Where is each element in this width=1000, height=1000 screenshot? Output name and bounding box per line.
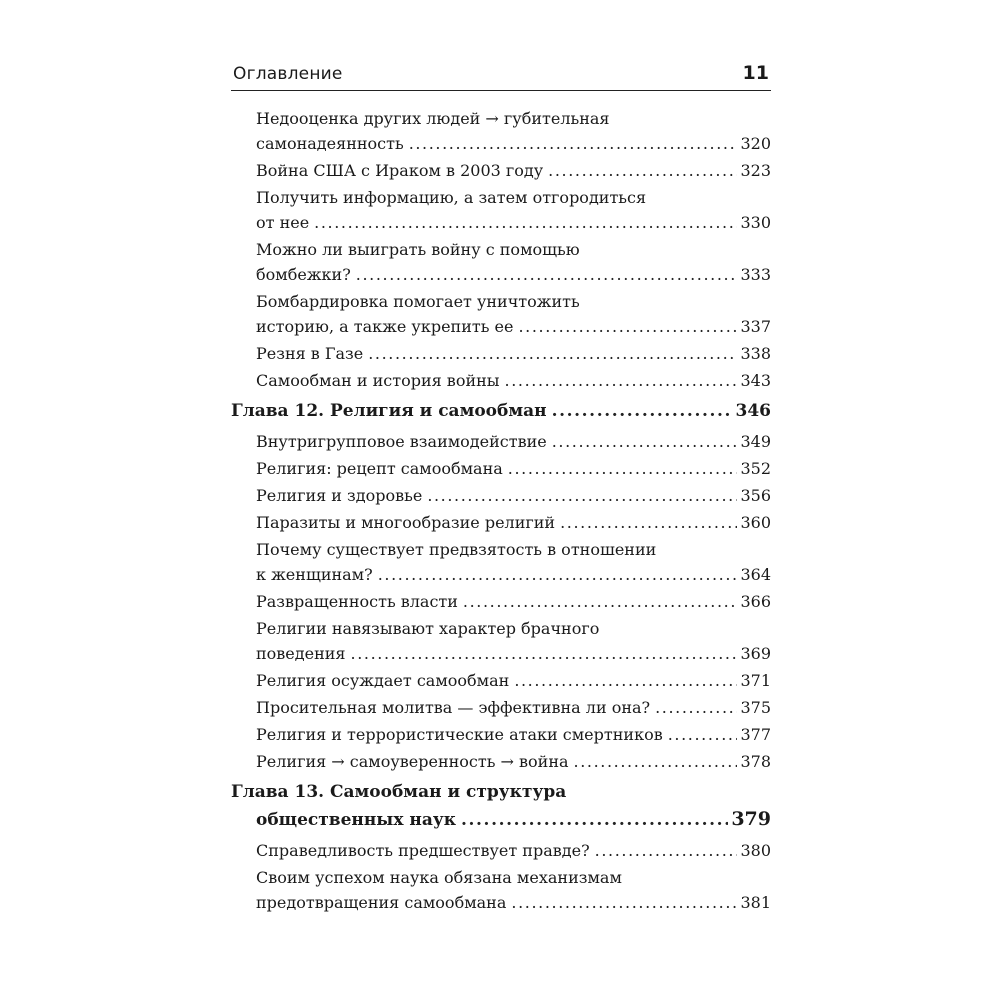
dot-leader <box>368 341 737 366</box>
toc-entry[interactable] <box>256 185 771 235</box>
toc-entry-title: Религия и здоровье <box>256 486 423 505</box>
toc-entry-title: Религия → самоуверенность → война <box>256 752 569 771</box>
dot-leader <box>314 210 737 235</box>
toc-entry-page: 369 <box>740 644 771 663</box>
toc-entry-page: 320 <box>740 134 771 153</box>
toc-entry[interactable] <box>256 341 771 366</box>
toc-entry-title: Внутригрупповое взаимодействие <box>256 432 547 451</box>
toc-entry-page: 338 <box>740 344 771 363</box>
dot-leader <box>351 641 738 666</box>
toc-entry-title: Просительная молитва — эффективна ли она? <box>256 698 651 717</box>
toc-entry-page: 352 <box>740 459 771 478</box>
toc-entry-page: 356 <box>740 486 771 505</box>
toc-entry[interactable] <box>256 510 771 535</box>
dot-leader <box>427 483 737 508</box>
toc-entry-page: 360 <box>740 513 771 532</box>
dot-leader <box>463 589 738 614</box>
toc-entry-page: 366 <box>740 592 771 611</box>
toc-entry-title-line1: Можно ли выиграть войну с помощью <box>256 240 580 259</box>
dot-leader <box>595 838 738 863</box>
dot-leader <box>655 695 737 720</box>
toc-entry-title: предотвращения самообмана <box>256 893 507 912</box>
dot-leader <box>508 456 738 481</box>
toc-entry-page: 364 <box>740 565 771 584</box>
toc-entry-page: 323 <box>740 161 771 180</box>
toc-entry[interactable] <box>256 456 771 481</box>
toc-entry-title: к женщинам? <box>256 565 373 584</box>
toc-entry[interactable] <box>256 668 771 693</box>
toc-entry-title-line1: Бомбардировка помогает уничтожить <box>256 292 580 311</box>
toc-entry-title: Религия и террористические атаки смертников <box>256 725 663 744</box>
toc-entry-page: 349 <box>740 432 771 451</box>
dot-leader <box>514 668 737 693</box>
toc-entry[interactable] <box>256 429 771 454</box>
dot-leader <box>505 368 738 393</box>
toc-entry-page: 377 <box>740 725 771 744</box>
toc-chapter-title: общественных наук <box>256 810 456 830</box>
dot-leader <box>560 510 737 535</box>
toc-entry-title: историю, а также укрепить ее <box>256 317 514 336</box>
toc-chapter-page: 379 <box>731 808 771 830</box>
toc-entry[interactable] <box>256 158 771 183</box>
table-of-contents <box>231 106 771 915</box>
toc-chapter-title-line1: Глава 13. Самообман и структура <box>231 782 567 802</box>
toc-entry-title: Паразиты и многообразие религий <box>256 513 556 532</box>
toc-entry[interactable] <box>256 589 771 614</box>
dot-leader <box>461 807 728 834</box>
dot-leader <box>548 158 737 183</box>
toc-entry-title-line1: Религии навязывают характер брачного <box>256 619 600 638</box>
toc-entry-page: 333 <box>740 265 771 284</box>
toc-entry-title: Война США с Ираком в 2003 году <box>256 161 544 180</box>
dot-leader <box>378 562 738 587</box>
toc-entry-page: 343 <box>740 371 771 390</box>
dot-leader <box>552 429 738 454</box>
toc-entry-title-line1: Своим успехом наука обязана механизмам <box>256 868 622 887</box>
toc-entry-page: 330 <box>740 213 771 232</box>
toc-entry-title-line1: Недооценка других людей → губительная <box>256 109 610 128</box>
dot-leader <box>552 398 733 425</box>
toc-chapter[interactable] <box>231 779 771 834</box>
toc-entry[interactable] <box>256 865 771 915</box>
toc-entry-page: 375 <box>740 698 771 717</box>
toc-entry[interactable] <box>256 289 771 339</box>
toc-chapter-title: Глава 12. Религия и самообман <box>231 401 547 421</box>
toc-entry[interactable] <box>256 616 771 666</box>
toc-entry[interactable] <box>256 537 771 587</box>
dot-leader <box>356 262 738 287</box>
toc-entry-title: Самообман и история войны <box>256 371 500 390</box>
toc-entry[interactable] <box>256 237 771 287</box>
dot-leader <box>511 890 737 915</box>
toc-entry-title: Религия осуждает самообман <box>256 671 510 690</box>
dot-leader <box>409 131 738 156</box>
page-number: 11 <box>742 62 769 84</box>
toc-entry[interactable] <box>256 368 771 393</box>
running-head <box>231 60 771 91</box>
toc-entry[interactable] <box>256 838 771 863</box>
toc-chapter-page: 346 <box>735 401 771 421</box>
toc-chapter[interactable] <box>231 398 771 425</box>
book-page <box>231 60 771 917</box>
toc-entry[interactable] <box>256 106 771 156</box>
toc-entry[interactable] <box>256 695 771 720</box>
toc-entry-title-line1: Получить информацию, а затем отгородиться <box>256 188 647 207</box>
toc-entry-page: 381 <box>740 893 771 912</box>
toc-entry-page: 371 <box>740 671 771 690</box>
toc-entry-title: поведения <box>256 644 346 663</box>
toc-entry-title: Религия: рецепт самообмана <box>256 459 503 478</box>
toc-entry-title: бомбежки? <box>256 265 351 284</box>
toc-entry-page: 380 <box>740 841 771 860</box>
running-head-title: Оглавление <box>233 64 343 84</box>
toc-entry-page: 378 <box>740 752 771 771</box>
toc-entry-page: 337 <box>740 317 771 336</box>
toc-entry-title: самонадеянность <box>256 134 404 153</box>
dot-leader <box>574 749 738 774</box>
toc-entry-title: от нее <box>256 213 310 232</box>
toc-entry-title: Развращенность власти <box>256 592 458 611</box>
dot-leader <box>668 722 738 747</box>
toc-entry-title-line1: Почему существует предвзятость в отношении <box>256 540 657 559</box>
toc-entry[interactable] <box>256 749 771 774</box>
toc-entry[interactable] <box>256 722 771 747</box>
toc-entry-title: Резня в Газе <box>256 344 364 363</box>
toc-entry[interactable] <box>256 483 771 508</box>
dot-leader <box>518 314 737 339</box>
toc-entry-title: Справедливость предшествует правде? <box>256 841 590 860</box>
